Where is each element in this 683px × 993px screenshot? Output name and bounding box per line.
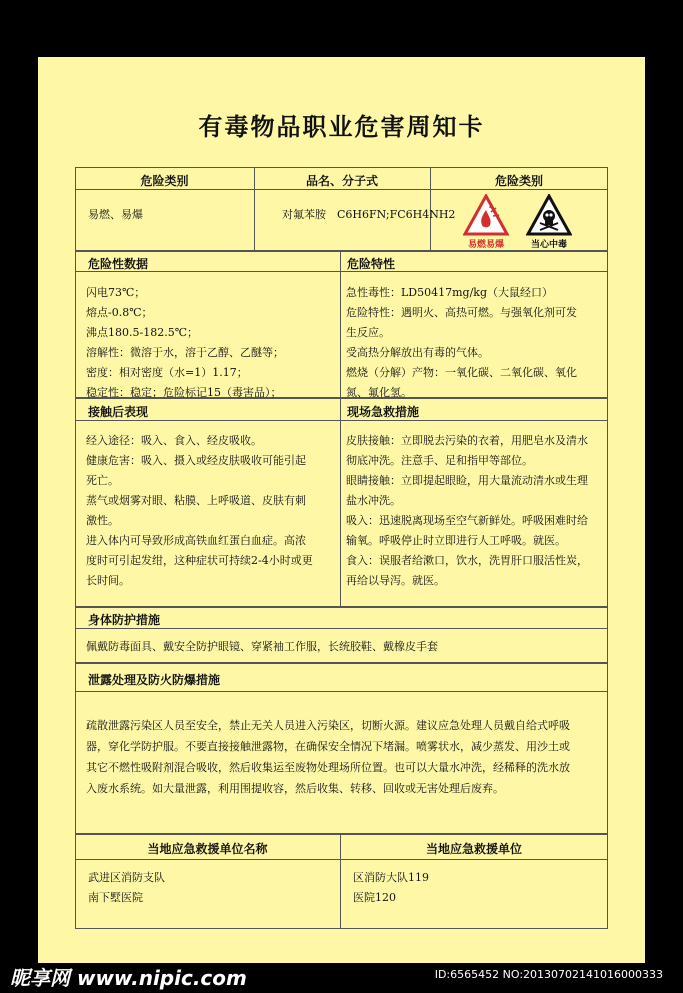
leak-header: 泄露处理及防火防爆措施 bbox=[88, 673, 221, 687]
top-col2-header: 品名、分子式 bbox=[305, 174, 378, 188]
watermark-logo: 昵享网 www.nipic.com bbox=[10, 966, 247, 990]
rescue-right-text: 区消防大队119 医院120 bbox=[353, 871, 429, 904]
watermark-id: ID:6565452 NO:20130702141016000333 bbox=[434, 968, 663, 981]
toxic-label: 当心中毒 bbox=[530, 240, 567, 250]
rescue-left-header: 当地应急救援单位名称 bbox=[147, 842, 268, 856]
contact-effects-header: 接触后表现 bbox=[88, 405, 149, 419]
contact-effects-text: 经入途径：吸入、食入、经皮吸收。 健康危害：吸入、摄入或经皮肤吸收可能引起 死亡。 蒸气或烟雾对眼、粘膜、上呼吸道、皮肤有刺 激性。 进入体内可导致形成高铁血红蛋白血症。高浓 度时可引起发绀，这种症状可持续2-4小时或更 长时间。 bbox=[86, 434, 313, 587]
leak-text: 疏散泄露污染区人员至安全，禁止无关人员进入污染区，切断火源。建议应急处理人员戴自给式呼吸 器，穿化学防护服。不要直接接触泄露物，在确保安全情况下堵漏。喷雾状水，减少蒸发、用沙土或 其它不燃性吸附剂混合吸收，然后收集运至废物处理场所位置。也可以大量水冲洗，经稀释的洗水放 入废水系统。如大量泄露，利用围提收容，然后收集、转移、回收或无害处理后废弃。 bbox=[86, 719, 570, 795]
hazard-data-header: 危险性数据 bbox=[88, 257, 149, 271]
protection-header: 身体防护措施 bbox=[88, 613, 161, 627]
first-aid-text: 皮肤接触：立即脱去污染的衣着，用肥皂水及清水 彻底冲洗。注意手、足和指甲等部位。 眼睛接触：立即提起眼睑，用大量流动清水或生理 盐水冲洗。 吸入：迅速脱离现场至空气新鲜处。呼吸困难时给 输氧。呼吸停止时立即进行人工呼吸。就医。 食入：误服者给漱口，饮水，洗胃肝口服活性炭， 再给以导泻。就医。 bbox=[346, 434, 588, 587]
hazard-notice-card bbox=[38, 57, 645, 963]
hazard-characteristics-text: 急性毒性：LD50417mg/kg（大鼠经口） 危险特性：遇明火、高热可燃。与强氧化剂可发 生反应。 受高热分解放出有毒的气体。 燃烧（分解）产物：一氧化碳、二氧化碳、氧化 氮、氟化氢。 bbox=[346, 286, 577, 399]
protection-text: 佩戴防毒面具、戴安全防护眼镜、穿紧袖工作服，长统胶鞋、戴橡皮手套 bbox=[86, 640, 438, 653]
page-title: 有毒物品职业危害周知卡 bbox=[198, 113, 485, 141]
hazard-class-value: 易燃、易爆 bbox=[88, 208, 143, 221]
rescue-left-text: 武进区消防支队 南下墅医院 bbox=[88, 871, 165, 904]
toxic-skull-icon bbox=[526, 194, 572, 236]
top-col3-header: 危险类别 bbox=[494, 174, 543, 188]
product-formula-value: 对氟苯胺 C6H6FN;FC6H4NH2 bbox=[282, 208, 456, 221]
flammable-explosive-icon bbox=[463, 194, 509, 236]
flammable-explosive-label: 易燃易爆 bbox=[467, 240, 504, 250]
hazard-data-text: 闪电73℃； 熔点-0.8℃； 沸点180.5-182.5℃； 溶解性：微溶于水，溶于乙醇、乙醚等； 密度：相对密度（水=1）1.17； 稳定性：稳定；危险标记15（毒害品）； bbox=[86, 286, 284, 399]
top-col1-header: 危险类别 bbox=[140, 174, 189, 188]
rescue-right-header: 当地应急救援单位 bbox=[425, 842, 522, 856]
first-aid-header: 现场急救措施 bbox=[347, 405, 420, 419]
hazard-characteristics-header: 危险特性 bbox=[347, 257, 396, 271]
